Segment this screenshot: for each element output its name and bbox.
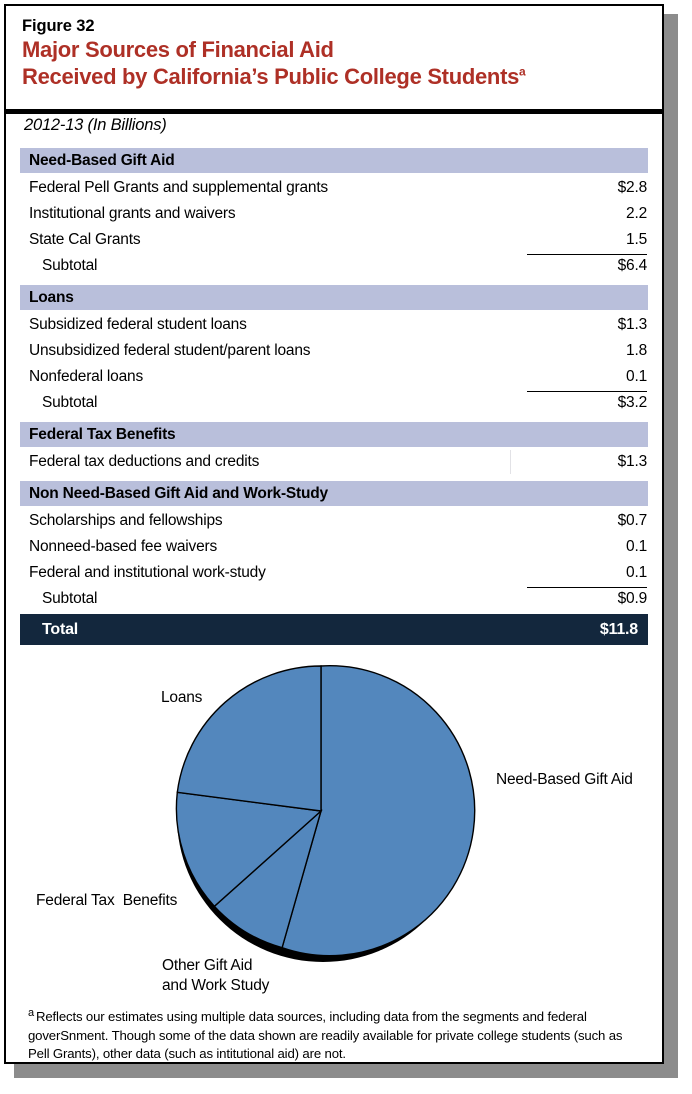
table-row <box>20 338 648 364</box>
table-subtotal-row <box>20 390 648 416</box>
pie-label-other-gift-aid-line-1: Other Gift Aid <box>162 957 253 974</box>
title-divider-rule <box>6 109 662 114</box>
table-row-label: Nonneed-based fee waivers <box>29 538 218 555</box>
table-row <box>20 175 648 201</box>
figure-number: Figure 32 <box>22 17 95 35</box>
figure-title-line-1: Major Sources of Financial Aid <box>22 37 334 62</box>
table-row-value: 2.2 <box>626 205 647 222</box>
table-total-label: Total <box>42 621 79 638</box>
table-row-label: Federal and institutional work-study <box>29 564 266 581</box>
table-row-value: 0.1 <box>626 538 647 555</box>
table-row <box>20 364 648 390</box>
pie-chart-svg <box>6 651 666 981</box>
table-row-value: 0.1 <box>527 560 647 588</box>
pie-label-loans: Loans <box>161 689 203 706</box>
footnote-marker: a <box>28 1006 34 1019</box>
pie-label-other-gift-aid-line-2: and Work Study <box>162 977 270 994</box>
table-row-label: Federal Pell Grants and supplemental grants <box>29 179 328 196</box>
table-subtotal-label: Subtotal <box>42 590 98 607</box>
table-row-label: Federal tax deductions and credits <box>29 449 259 475</box>
table-row <box>20 201 648 227</box>
table-total-value: $11.8 <box>599 621 638 638</box>
pie-chart <box>6 651 666 994</box>
figure-title-line-2-text: Received by California’s Public College Students <box>22 63 520 89</box>
figure-title-block <box>6 6 662 96</box>
table-section-header: Loans <box>20 285 648 310</box>
table-subtotal-value: $6.4 <box>617 257 647 274</box>
table-row-label: Subsidized federal student loans <box>29 316 247 333</box>
pie-label-federal-tax-benefits: Federal Tax Benefits <box>36 892 178 909</box>
table-row <box>20 534 648 560</box>
table-total-row <box>20 614 648 645</box>
table-section-header: Need-Based Gift Aid <box>20 148 648 173</box>
table-row <box>20 227 648 253</box>
table-subtotal-value: $3.2 <box>617 394 647 411</box>
table-row-label: Institutional grants and waivers <box>29 205 236 222</box>
table-row-value: $1.3 <box>617 453 647 470</box>
table-section-header: Non Need-Based Gift Aid and Work-Study <box>20 481 648 506</box>
table-row-label: Unsubsidized federal student/parent loans <box>29 342 311 359</box>
table-row <box>20 508 648 534</box>
table-row-label: Nonfederal loans <box>29 368 143 385</box>
figure-frame <box>4 4 664 1064</box>
table-row-value: 1.5 <box>527 227 647 255</box>
pie-label-need-based-gift-aid: Need-Based Gift Aid <box>496 771 633 788</box>
table-section-header: Federal Tax Benefits <box>20 422 648 447</box>
figure-title-footnote-marker: a <box>519 64 526 79</box>
financial-aid-table <box>20 148 648 645</box>
table-row-value: 1.8 <box>626 342 647 359</box>
table-subtotal-row <box>20 253 648 279</box>
table-row-value: $2.8 <box>617 179 647 196</box>
table-subtotal-row <box>20 586 648 612</box>
table-row <box>20 449 648 475</box>
table-row-value: 0.1 <box>527 364 647 392</box>
footnote-text: Reflects our estimates using multiple data sources, including data from the segments and federal goverSnment. Though some of the data shown are readily available for private college students (such as Pell Grants), other data (such as intitutional aid) are not. <box>28 1009 623 1061</box>
table-row-value: $1.3 <box>617 316 647 333</box>
table-row <box>20 560 648 586</box>
figure-footnote <box>28 1008 638 1064</box>
figure-title-line-2 <box>22 64 646 91</box>
table-row-label: State Cal Grants <box>29 231 141 248</box>
table-row-label: Scholarships and fellowships <box>29 512 223 529</box>
figure-subtitle: 2012-13 (In Billions) <box>24 116 167 134</box>
table-subtotal-label: Subtotal <box>42 394 98 411</box>
table-row <box>20 312 648 338</box>
table-subtotal-value: $0.9 <box>617 590 647 607</box>
table-subtotal-label: Subtotal <box>42 257 98 274</box>
table-row-value: $0.7 <box>617 512 647 529</box>
